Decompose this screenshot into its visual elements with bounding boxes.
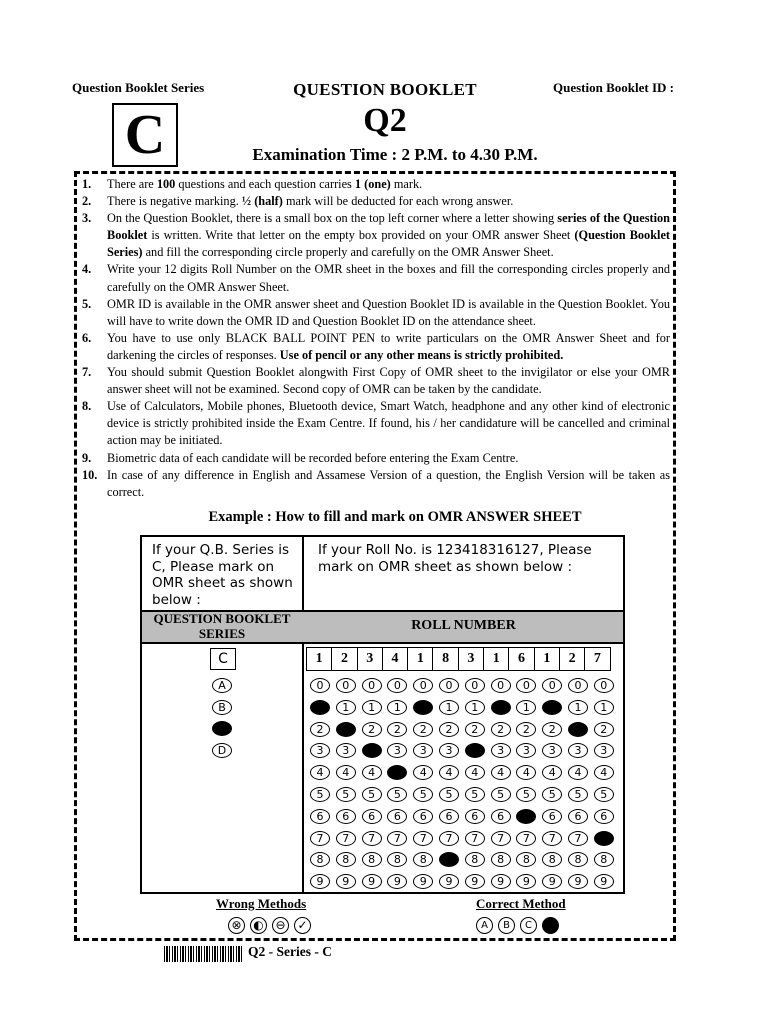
wrong-methods-title: Wrong Methods (216, 896, 307, 911)
roll-bubble: 5 (439, 787, 459, 802)
roll-bubble: 8 (465, 852, 485, 867)
roll-bubble: 3 (516, 743, 536, 758)
roll-digit-box: 3 (358, 648, 383, 670)
roll-bubble: 2 (491, 722, 511, 737)
roll-bubble: 6 (310, 809, 330, 824)
roll-bubble: 6 (542, 809, 562, 824)
series-bubble-a: A (212, 678, 232, 693)
roll-bubble: 7 (491, 831, 511, 846)
roll-bubble: 7 (387, 831, 407, 846)
series-column-header: QUESTION BOOKLET SERIES (153, 611, 291, 641)
roll-bubble: 0 (336, 678, 356, 693)
wrong-mark-example: ◐ (250, 917, 267, 934)
roll-bubble: 3 (542, 743, 562, 758)
roll-bubble: 7 (594, 831, 614, 846)
roll-bubble: 5 (516, 787, 536, 802)
roll-bubble: 9 (542, 874, 562, 889)
roll-bubble: 5 (465, 787, 485, 802)
roll-bubble: 7 (465, 831, 485, 846)
roll-bubble: 4 (491, 765, 511, 780)
booklet-id-label: Question Booklet ID : (553, 80, 674, 95)
roll-bubble: 7 (362, 831, 382, 846)
roll-bubble: 3 (387, 743, 407, 758)
example-title: Example : How to fill and mark on OMR ANSWER SHEET (208, 509, 582, 525)
correct-bubble-b: B (498, 917, 515, 934)
roll-bubble: 1 (542, 700, 562, 715)
roll-bubble: 0 (491, 678, 511, 693)
instruction-item (82, 364, 670, 398)
roll-bubble: 5 (362, 787, 382, 802)
correct-bubble-c: C (520, 917, 537, 934)
roll-bubble: 1 (362, 700, 382, 715)
instruction-text: OMR ID is available in the OMR answer sheet and Question Booklet ID is available in the Question Booklet. You will have to write down the OMR ID and Question Booklet ID on the attendance sheet. (107, 296, 670, 328)
correct-filled-bubble (542, 917, 559, 934)
instruction-text: You have to use only BLACK BALL POINT PEN to write particulars on the OMR Answer Sheet and for darkening the circles of responses. Use of pencil or any other means is strictly prohibited. (107, 330, 670, 362)
instruction-text: There is negative marking. ½ (half) mark will be deducted for each wrong answer. (107, 194, 514, 209)
roll-bubble: 6 (413, 809, 433, 824)
roll-bubble: 5 (413, 787, 433, 802)
roll-digit-box: 7 (593, 651, 601, 666)
instruction-number: 8. (82, 399, 92, 414)
roll-digit-box: 2 (332, 648, 357, 670)
roll-bubble: 2 (568, 722, 588, 737)
roll-bubble: 7 (439, 831, 459, 846)
roll-bubble: 6 (491, 809, 511, 824)
roll-bubble: 8 (594, 852, 614, 867)
instruction-text: In case of any difference in English and Assamese Version of a question, the English Version will be taken as correct. (107, 467, 670, 499)
roll-bubble: 4 (568, 765, 588, 780)
instruction-item (82, 398, 670, 449)
roll-bubble: 0 (594, 678, 614, 693)
roll-bubble: 8 (491, 852, 511, 867)
booklet-code: Q2 (363, 102, 407, 139)
roll-bubble: 1 (491, 700, 511, 715)
roll-digit-box: 1 (408, 648, 433, 670)
roll-bubble: 3 (465, 743, 485, 758)
roll-bubble: 3 (439, 743, 459, 758)
footer-series-label: Q2 - Series - C (248, 944, 332, 959)
roll-bubble: 0 (516, 678, 536, 693)
exam-time: Examination Time : 2 P.M. to 4.30 P.M. (252, 145, 538, 164)
instruction-item (82, 296, 670, 330)
roll-bubble: 4 (413, 765, 433, 780)
roll-bubble: 9 (568, 874, 588, 889)
roll-bubble: 5 (310, 787, 330, 802)
instruction-number: 10. (82, 467, 98, 482)
booklet-title: QUESTION BOOKLET (293, 80, 477, 99)
roll-bubble: 6 (362, 809, 382, 824)
instruction-number: 7. (82, 365, 92, 380)
roll-bubble: 8 (336, 852, 356, 867)
wrong-mark-example: ✓ (294, 917, 311, 934)
roll-bubble: 5 (387, 787, 407, 802)
roll-bubble: 3 (336, 743, 356, 758)
roll-column-header: ROLL NUMBER (411, 618, 516, 633)
roll-bubble: 2 (465, 722, 485, 737)
roll-bubble: 1 (387, 700, 407, 715)
roll-bubble: 6 (465, 809, 485, 824)
roll-instruction-note: If your Roll No. is 123418316127, Please mark on OMR sheet as shown below : (318, 542, 592, 575)
roll-bubble: 2 (542, 722, 562, 737)
roll-bubble: 9 (362, 874, 382, 889)
roll-bubble: 0 (362, 678, 382, 693)
barcode (164, 946, 242, 962)
roll-digit-box: 4 (383, 648, 408, 670)
roll-digit-box: 1 (535, 648, 560, 670)
roll-bubble: 0 (387, 678, 407, 693)
roll-bubble: 2 (413, 722, 433, 737)
roll-bubble: 4 (594, 765, 614, 780)
roll-bubble: 1 (336, 700, 356, 715)
series-instruction-note: If your Q.B. Series is C, Please mark on OMR sheet as shown below : (152, 542, 293, 608)
roll-bubble: 5 (491, 787, 511, 802)
instruction-number: 1. (82, 177, 92, 191)
roll-bubble: 4 (310, 765, 330, 780)
roll-bubble: 2 (336, 722, 356, 737)
roll-bubble: 7 (336, 831, 356, 846)
roll-bubble: 4 (362, 765, 382, 780)
roll-bubble: 0 (568, 678, 588, 693)
roll-bubble: 0 (439, 678, 459, 693)
roll-bubble: 7 (413, 831, 433, 846)
roll-bubble: 3 (568, 743, 588, 758)
omr-divider (302, 535, 304, 894)
roll-bubble: 4 (542, 765, 562, 780)
series-bubble-b: B (212, 700, 232, 715)
roll-digit-box: 3 (459, 648, 484, 670)
roll-bubble: 3 (413, 743, 433, 758)
instruction-item (82, 210, 670, 261)
roll-bubble: 1 (413, 700, 433, 715)
roll-bubble: 8 (362, 852, 382, 867)
series-letter-box: C (112, 103, 178, 167)
instruction-item (82, 261, 670, 295)
roll-bubble: 1 (310, 700, 330, 715)
roll-bubble: 9 (387, 874, 407, 889)
instruction-text: Biometric data of each candidate will be recorded before entering the Exam Centre. (107, 450, 519, 465)
instruction-text: Write your 12 digits Roll Number on the OMR sheet in the boxes and fill the corresponding circles properly and carefully on the OMR Answer Sheet. (107, 262, 670, 294)
correct-bubble-a: A (476, 917, 493, 934)
roll-bubble: 9 (439, 874, 459, 889)
roll-bubble: 0 (413, 678, 433, 693)
roll-bubble: 7 (516, 831, 536, 846)
instruction-item (82, 467, 670, 501)
instruction-item (82, 193, 670, 210)
roll-bubble: 2 (516, 722, 536, 737)
roll-bubble: 2 (594, 722, 614, 737)
roll-bubble: 5 (568, 787, 588, 802)
instruction-text: There are 100 questions and each question carries 1 (one) mark. (107, 177, 423, 191)
series-bubble-c: C (212, 721, 232, 736)
roll-bubble: 4 (516, 765, 536, 780)
series-value-box: C (210, 648, 236, 670)
roll-digit-box: 8 (433, 648, 458, 670)
roll-bubble: 1 (439, 700, 459, 715)
roll-number-boxes (306, 647, 611, 671)
instruction-number: 3. (82, 211, 92, 226)
roll-bubble: 6 (594, 809, 614, 824)
roll-bubble: 6 (439, 809, 459, 824)
roll-digit-box: 2 (560, 648, 585, 670)
roll-digit-box: 1 (484, 648, 509, 670)
roll-bubble: 1 (465, 700, 485, 715)
roll-bubble: 9 (516, 874, 536, 889)
roll-bubble: 8 (568, 852, 588, 867)
roll-bubble: 6 (336, 809, 356, 824)
roll-bubble: 9 (310, 874, 330, 889)
roll-bubble: 2 (439, 722, 459, 737)
roll-bubble: 9 (491, 874, 511, 889)
instruction-number: 5. (82, 296, 92, 311)
roll-bubble: 4 (387, 765, 407, 780)
roll-bubble: 9 (465, 874, 485, 889)
roll-bubble: 8 (413, 852, 433, 867)
instruction-item (82, 450, 670, 467)
roll-bubble: 0 (310, 678, 330, 693)
roll-bubble: 6 (568, 809, 588, 824)
roll-bubble: 8 (439, 852, 459, 867)
roll-bubble: 6 (516, 809, 536, 824)
roll-bubble: 4 (439, 765, 459, 780)
wrong-mark-example: ⊖ (272, 917, 289, 934)
instructions-list (82, 176, 670, 501)
roll-bubble: 4 (336, 765, 356, 780)
roll-bubble: 0 (465, 678, 485, 693)
roll-digit-box: 1 (307, 648, 332, 670)
roll-bubble: 8 (542, 852, 562, 867)
roll-bubble: 1 (516, 700, 536, 715)
roll-bubble: 2 (387, 722, 407, 737)
instruction-number: 2. (82, 194, 92, 209)
roll-bubble: 2 (310, 722, 330, 737)
roll-bubble: 4 (465, 765, 485, 780)
instruction-number: 9. (82, 450, 92, 465)
roll-bubble: 1 (594, 700, 614, 715)
series-bubble-d: D (212, 743, 232, 758)
band-bottom-line (142, 642, 623, 644)
roll-bubble: 5 (336, 787, 356, 802)
roll-bubble: 6 (387, 809, 407, 824)
roll-bubble: 3 (594, 743, 614, 758)
wrong-mark-example: ⊗ (228, 917, 245, 934)
roll-bubble: 5 (594, 787, 614, 802)
roll-bubble: 3 (310, 743, 330, 758)
instruction-item (82, 176, 670, 193)
instruction-text: On the Question Booklet, there is a small box on the top left corner where a letter showing series of the Question Booklet is written. Write that letter on the empty box provided on your OMR answer Sheet (Question Booklet Series) and fill the corresponding circle properly and carefully on the OMR Answer Sheet. (107, 211, 671, 260)
roll-bubble: 3 (362, 743, 382, 758)
correct-method-title: Correct Method (476, 896, 566, 911)
roll-bubble: 8 (310, 852, 330, 867)
roll-bubble: 1 (568, 700, 588, 715)
roll-bubble: 9 (413, 874, 433, 889)
instruction-text: Use of Calculators, Mobile phones, Bluetooth device, Smart Watch, headphone and any other kind of electronic device is strictly prohibited inside the Exam Centre. If found, his / her candidature will be cancelled and criminal action may be initiated. (107, 399, 670, 448)
roll-bubble: 0 (542, 678, 562, 693)
roll-bubble: 5 (542, 787, 562, 802)
roll-bubble: 7 (568, 831, 588, 846)
roll-bubble: 8 (387, 852, 407, 867)
roll-bubble: 7 (310, 831, 330, 846)
roll-bubble: 9 (594, 874, 614, 889)
instruction-item (82, 330, 670, 364)
roll-bubble: 8 (516, 852, 536, 867)
roll-bubble: 2 (362, 722, 382, 737)
instruction-number: 4. (82, 262, 92, 277)
roll-bubble: 9 (336, 874, 356, 889)
roll-bubble: 7 (542, 831, 562, 846)
roll-bubble: 3 (491, 743, 511, 758)
instruction-text: You should submit Question Booklet alongwith First Copy of OMR sheet to the invigilator or else your OMR answer sheet will not be examined. Second copy of OMR can be taken by the candidate. (107, 365, 670, 397)
series-label: Question Booklet Series (72, 80, 205, 95)
instruction-number: 6. (82, 330, 92, 345)
roll-digit-box: 6 (509, 648, 534, 670)
